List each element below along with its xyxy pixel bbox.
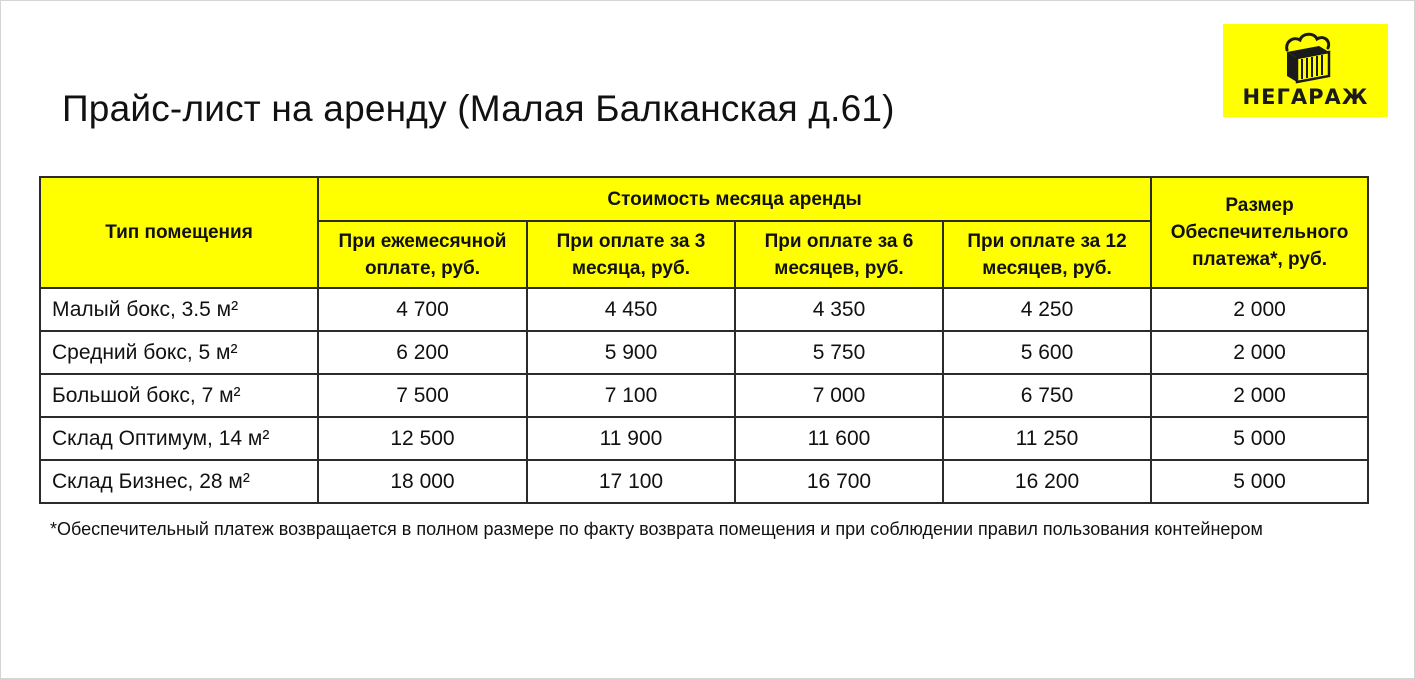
table-row bbox=[40, 460, 1368, 503]
price-12-months-cell: 4 250 bbox=[943, 288, 1151, 331]
price-table bbox=[39, 176, 1369, 504]
monthly-cost-header: Стоимость месяца аренды bbox=[318, 177, 1151, 221]
three-month-payment-header: При оплате за 3 месяца, руб. bbox=[527, 221, 735, 288]
brand-logo bbox=[1223, 24, 1388, 117]
brand-name: НЕГАРАЖ bbox=[1242, 85, 1369, 109]
price-monthly-cell: 6 200 bbox=[318, 331, 527, 374]
deposit-cell: 5 000 bbox=[1151, 460, 1368, 503]
price-3-months-cell: 5 900 bbox=[527, 331, 735, 374]
price-monthly-cell: 4 700 bbox=[318, 288, 527, 331]
price-12-months-cell: 11 250 bbox=[943, 417, 1151, 460]
price-12-months-cell: 5 600 bbox=[943, 331, 1151, 374]
price-6-months-cell: 7 000 bbox=[735, 374, 943, 417]
room-type-cell: Малый бокс, 3.5 м² bbox=[40, 288, 318, 331]
deposit-footnote: *Обеспечительный платеж возвращается в полном размере по факту возврата помещения и при соблюдении правил пользования контейнером bbox=[50, 519, 1263, 539]
room-type-cell: Склад Бизнес, 28 м² bbox=[40, 460, 318, 503]
deposit-cell: 2 000 bbox=[1151, 288, 1368, 331]
price-3-months-cell: 17 100 bbox=[527, 460, 735, 503]
price-6-months-cell: 11 600 bbox=[735, 417, 943, 460]
price-3-months-cell: 11 900 bbox=[527, 417, 735, 460]
room-type-header: Тип помещения bbox=[40, 177, 318, 288]
table-row bbox=[40, 374, 1368, 417]
six-month-payment-header: При оплате за 6 месяцев, руб. bbox=[735, 221, 943, 288]
twelve-month-payment-header: При оплате за 12 месяцев, руб. bbox=[943, 221, 1151, 288]
table-row bbox=[40, 288, 1368, 331]
price-6-months-cell: 5 750 bbox=[735, 331, 943, 374]
price-12-months-cell: 16 200 bbox=[943, 460, 1151, 503]
shipping-container-icon bbox=[1279, 30, 1335, 84]
room-type-cell: Средний бокс, 5 м² bbox=[40, 331, 318, 374]
price-6-months-cell: 4 350 bbox=[735, 288, 943, 331]
deposit-cell: 2 000 bbox=[1151, 374, 1368, 417]
price-3-months-cell: 7 100 bbox=[527, 374, 735, 417]
table-row bbox=[40, 331, 1368, 374]
room-type-cell: Большой бокс, 7 м² bbox=[40, 374, 318, 417]
table-row bbox=[40, 417, 1368, 460]
deposit-header: Размер Обеспечительного платежа*, руб. bbox=[1151, 177, 1368, 288]
price-12-months-cell: 6 750 bbox=[943, 374, 1151, 417]
room-type-cell: Склад Оптимум, 14 м² bbox=[40, 417, 318, 460]
price-monthly-cell: 7 500 bbox=[318, 374, 527, 417]
price-monthly-cell: 18 000 bbox=[318, 460, 527, 503]
price-6-months-cell: 16 700 bbox=[735, 460, 943, 503]
monthly-payment-header: При ежемесячной оплате, руб. bbox=[318, 221, 527, 288]
price-monthly-cell: 12 500 bbox=[318, 417, 527, 460]
deposit-cell: 2 000 bbox=[1151, 331, 1368, 374]
price-3-months-cell: 4 450 bbox=[527, 288, 735, 331]
page-title: Прайс-лист на аренду (Малая Балканская д.61) bbox=[62, 87, 895, 129]
deposit-cell: 5 000 bbox=[1151, 417, 1368, 460]
